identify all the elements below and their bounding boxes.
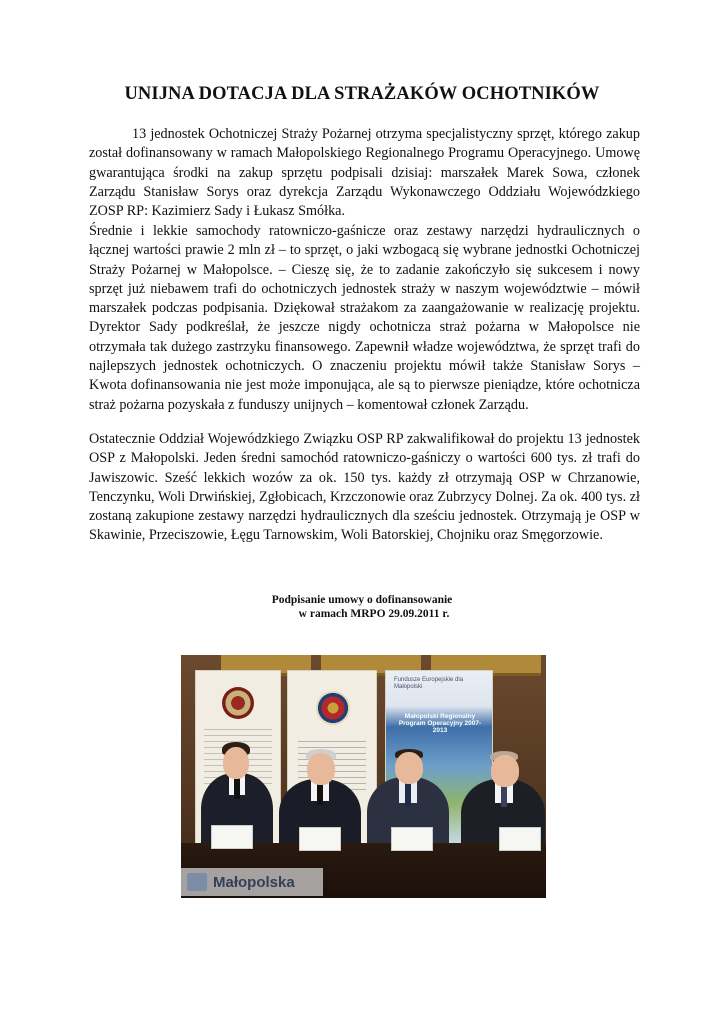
photo-caption-line2: w ramach MRPO 29.09.2011 r. (298, 608, 450, 620)
malopolska-logo-watermark (181, 868, 323, 896)
nameplate (391, 827, 433, 851)
document-title: UNIJNA DOTACJA DLA STRAŻAKÓW OCHOTNIKÓW (124, 84, 600, 104)
osp-logo (316, 691, 350, 725)
nameplate (299, 827, 341, 851)
malopolska-emblem-icon (187, 873, 207, 891)
nameplate (211, 825, 253, 849)
paragraph-details: Średnie i lekkie samochody ratowniczo-gaśnicze oraz zestawy narzędzi hydraulicznych o łącznej wartości prawie 2 mln zł – to sprzęt, o jaki wzbogacą się wybrane jednostki Ochotniczej Straży Pożarnej w Małopolsce. – Cieszę się, że to zadanie zakończyło się sukcesem i nowy sprzęt już niebawem trafi do ochotniczych jednostek straży w naszym województwie – mówił marszałek podczas podpisania. Dziękował strażakom za zaangażowanie w realizację projektu. Dyrektor Sady podkreślał, że jeszcze nigdy ochotnicza straż pożarna w Małopolsce nie otrzymała tak dużego zastrzyku finansowego. Zapewnił władze województwa, że sprzęt trafi do najlepszych jednostek ochotniczych. O znaczeniu projektu mówił także Stanisław Sorys – Kwota dofinansowania nie jest może imponująca, ale są to pierwsze pieniądze, które ochotnicza straż pożarna pozyskała z funduszy unijnych – komentował członek Zarządu. (89, 223, 640, 413)
banner-program-text: Małopolski Regionalny Program Operacyjny 2007-2013 (398, 713, 482, 734)
photo-caption-line1: Podpisanie umowy o dofinansowanie (271, 594, 453, 606)
signing-photo (181, 655, 546, 898)
nameplate (499, 827, 541, 851)
banner-eu-funds-text: Fundusze Europejskie dla Małopolski (394, 677, 464, 690)
fire-brigade-emblem (222, 687, 254, 719)
paragraph-intro: 13 jednostek Ochotniczej Straży Pożarnej otrzyma specjalistyczny sprzęt, którego zakup został dofinansowany w ramach Małopolskiego Regionalnego Programu Operacyjnego. Umowę gwarantująca środki na zakup sprzętu podpisali dzisiaj: marszałek Marek Sowa, członek Zarządu Stanisław Sorys oraz dyrekcja Zarządu Wykonawczego Oddziału Wojewódzkiego ZOSP RP: Kazimierz Sady i Łukasz Smółka. (89, 126, 640, 220)
malopolska-logo-text: Małopolska (213, 873, 295, 891)
paragraph-units: Ostatecznie Oddział Wojewódzkiego Związku OSP RP zakwalifikował do projektu 13 jednostek OSP z Małopolski. Jeden średni samochód ratowniczo-gaśniczy o wartości 600 tys. zł trafi do Jawiszowic. Sześć lekkich wozów za ok. 150 tys. każdy zł otrzymają OSP w Chrzanowie, Tenczynku, Woli Drwińskiej, Zgłobicach, Krzczonowie oraz Zubrzycy Dolnej. Za ok. 400 tys. zł zostaną zakupione zestawy narzędzi hydraulicznych dla sześciu jednostek. Otrzymają je OSP w Skawinie, Przeciszowie, Łęgu Tarnowskim, Woli Batorskiej, Chojniku oraz Smęgorzowie. (89, 431, 640, 544)
